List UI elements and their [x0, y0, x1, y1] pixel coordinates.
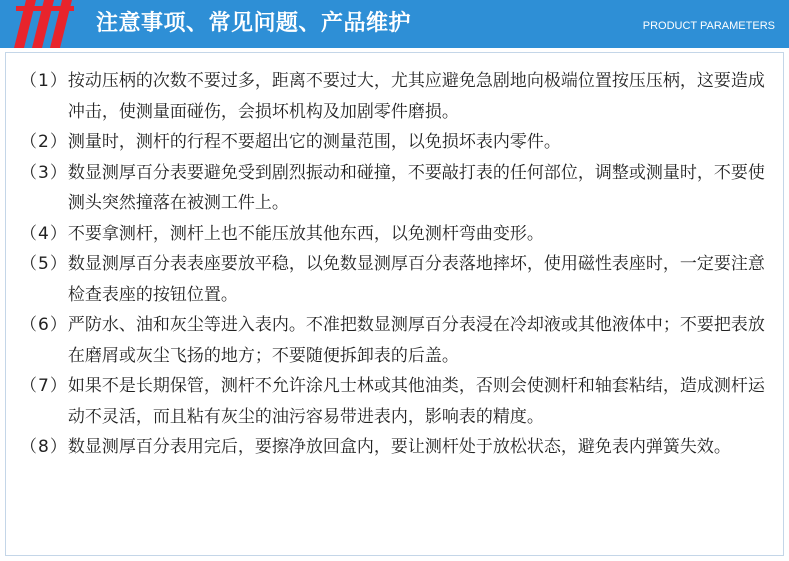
- note-number: （8）: [20, 437, 68, 457]
- note-number: （6）: [20, 315, 68, 335]
- note-text: 数显测厚百分表表座要放平稳，以免数显测厚百分表落地摔坏，使用磁性表座时，一定要注意检查表座的按钮位置。: [67, 254, 765, 305]
- note-number: （4）: [20, 223, 68, 244]
- brand-logo-icon: [10, 0, 80, 48]
- note-number: （2）: [20, 132, 68, 152]
- note-number: （7）: [20, 376, 68, 396]
- note-item: [20, 249, 772, 310]
- notes-panel: [5, 52, 784, 556]
- note-text: 不要拿测杆，测杆上也不能压放其他东西，以免测杆弯曲变形。: [67, 223, 544, 244]
- note-item: [20, 158, 772, 219]
- note-item: [20, 432, 772, 463]
- note-item: [20, 371, 772, 432]
- note-text: 如果不是长期保管，测杆不允许涂凡士林或其他油类，否则会使测杆和轴套粘结，造成测杆运动不灵活，而且粘有灰尘的油污容易带进表内，影响表的精度。: [67, 376, 765, 427]
- page-title: 注意事项、常见问题、产品维护: [96, 11, 412, 36]
- note-number: （5）: [20, 254, 68, 274]
- note-text: 按动压柄的次数不要过多，距离不要过大，尤其应避免急剧地向极端位置按压压柄，这要造成冲击，使测量面碰伤，会损坏机构及加剧零件磨损。: [67, 71, 765, 122]
- section-header: [0, 0, 789, 48]
- note-number: （1）: [20, 71, 68, 91]
- note-item: [20, 310, 772, 371]
- note-text: 严防水、油和灰尘等进入表内。不准把数显测厚百分表浸在冷却液或其他液体中；不要把表放在磨屑或灰尘飞扬的地方；不要随便拆卸表的后盖。: [67, 315, 765, 366]
- note-text: 数显测厚百分表要避免受到剧烈振动和碰撞，不要敲打表的任何部位，调整或测量时，不要使测头突然撞落在被测工件上。: [67, 162, 765, 213]
- notes-list: [20, 66, 772, 463]
- note-item: [20, 66, 772, 127]
- note-text: 测量时，测杆的行程不要超出它的测量范围，以免损坏表内零件。: [67, 132, 561, 152]
- note-number: （3）: [20, 162, 68, 183]
- note-item: [20, 127, 772, 158]
- note-text: 数显测厚百分表用完后，要擦净放回盒内，要让测杆处于放松状态，避免表内弹簧失效。: [67, 437, 731, 457]
- note-item: [20, 219, 772, 250]
- page-subtitle: PRODUCT PARAMETERS: [642, 20, 775, 32]
